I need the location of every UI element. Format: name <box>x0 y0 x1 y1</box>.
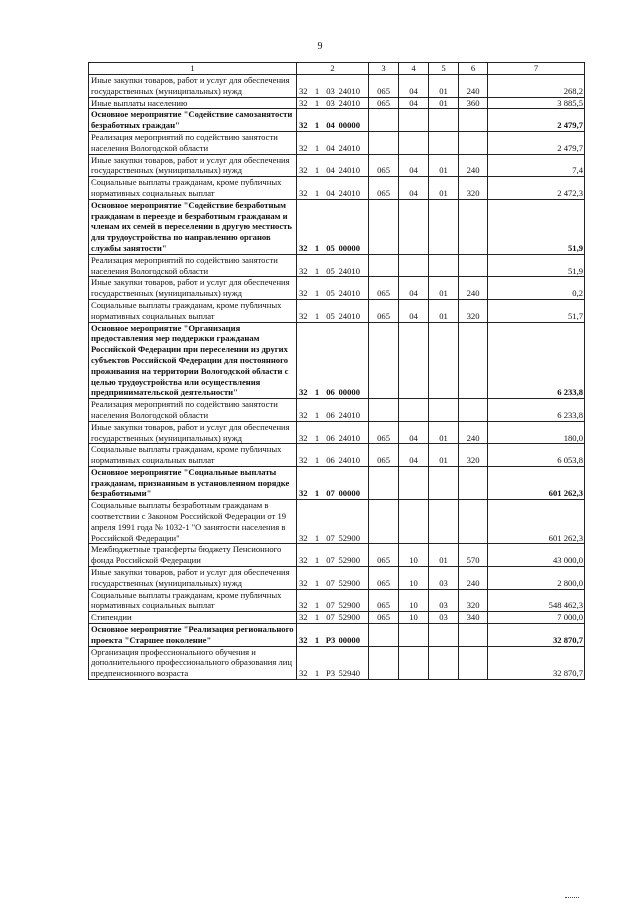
row-sum: 7 000,0 <box>488 612 585 624</box>
row-sum: 2 479,7 <box>488 109 585 132</box>
code-event: 03 <box>323 75 339 98</box>
row-name: Социальные выплаты безработным гражданам в соответствии с Законом Российской Федерации от 19 апреля 1991 года № 1032-1 "О занятости населения в Российской Федерации" <box>89 500 297 544</box>
code-section: 04 <box>399 177 429 200</box>
row-sum: 51,7 <box>488 299 585 322</box>
code-program: 32 <box>297 299 312 322</box>
row-sum: 0,2 <box>488 277 585 300</box>
header-col-2: 2 <box>297 63 369 75</box>
code-direction: 00000 <box>339 199 369 254</box>
code-administrator <box>369 466 399 499</box>
code-event: 06 <box>323 421 339 444</box>
code-program: 32 <box>297 277 312 300</box>
code-program: 32 <box>297 421 312 444</box>
code-subsection: 01 <box>429 177 459 200</box>
row-sum: 3 885,5 <box>488 97 585 109</box>
code-direction: 52900 <box>339 500 369 544</box>
code-direction: 24010 <box>339 399 369 422</box>
code-expense-type: 340 <box>459 612 488 624</box>
code-subprogram: 1 <box>312 624 323 647</box>
code-administrator <box>369 322 399 399</box>
code-section: 04 <box>399 444 429 467</box>
table-row <box>89 322 585 399</box>
budget-table <box>88 62 585 680</box>
code-subsection <box>429 399 459 422</box>
code-direction: 00000 <box>339 466 369 499</box>
code-program: 32 <box>297 567 312 590</box>
code-subprogram: 1 <box>312 299 323 322</box>
code-subsection <box>429 646 459 679</box>
table-row <box>89 444 585 467</box>
code-expense-type: 320 <box>459 444 488 467</box>
table-row <box>89 199 585 254</box>
code-subsection: 03 <box>429 567 459 590</box>
code-subsection: 01 <box>429 544 459 567</box>
row-name: Иные закупки товаров, работ и услуг для обеспечения государственных (муниципальных) нужд <box>89 567 297 590</box>
code-administrator <box>369 199 399 254</box>
code-expense-type: 360 <box>459 97 488 109</box>
row-name: Основное мероприятие "Социальные выплаты гражданам, признанным в установленном порядке безработными" <box>89 466 297 499</box>
row-name: Реализация мероприятий по содействию занятости населения Вологодской области <box>89 131 297 154</box>
code-expense-type <box>459 500 488 544</box>
code-subprogram: 1 <box>312 567 323 590</box>
code-section <box>399 399 429 422</box>
code-administrator: 065 <box>369 567 399 590</box>
code-direction: 24010 <box>339 421 369 444</box>
scan-artifact <box>565 897 579 901</box>
code-direction: 52900 <box>339 544 369 567</box>
code-program: 32 <box>297 154 312 177</box>
code-subprogram: 1 <box>312 322 323 399</box>
code-section <box>399 254 429 277</box>
code-section <box>399 322 429 399</box>
code-administrator: 065 <box>369 299 399 322</box>
code-program: 32 <box>297 109 312 132</box>
code-program: 32 <box>297 646 312 679</box>
code-section: 04 <box>399 299 429 322</box>
code-program: 32 <box>297 254 312 277</box>
code-subsection: 03 <box>429 589 459 612</box>
header-col-6: 6 <box>459 63 488 75</box>
table-row <box>89 544 585 567</box>
code-event: 07 <box>323 612 339 624</box>
code-direction: 00000 <box>339 322 369 399</box>
table-row <box>89 299 585 322</box>
code-subsection: 01 <box>429 444 459 467</box>
code-subprogram: 1 <box>312 544 323 567</box>
table-row <box>89 624 585 647</box>
row-sum: 180,0 <box>488 421 585 444</box>
code-direction: 52900 <box>339 589 369 612</box>
code-expense-type: 240 <box>459 154 488 177</box>
code-direction: 00000 <box>339 109 369 132</box>
code-administrator <box>369 500 399 544</box>
table-row <box>89 612 585 624</box>
code-program: 32 <box>297 322 312 399</box>
code-section: 04 <box>399 154 429 177</box>
code-subsection <box>429 199 459 254</box>
row-name: Социальные выплаты гражданам, кроме публичных нормативных социальных выплат <box>89 444 297 467</box>
code-program: 32 <box>297 97 312 109</box>
code-expense-type <box>459 131 488 154</box>
code-event: 05 <box>323 277 339 300</box>
code-event: 06 <box>323 399 339 422</box>
code-expense-type: 240 <box>459 421 488 444</box>
code-subprogram: 1 <box>312 612 323 624</box>
header-col-7: 7 <box>488 63 585 75</box>
row-name: Организация профессионального обучения и дополнительного профессионального образования лиц предпенсионного возраста <box>89 646 297 679</box>
code-section <box>399 624 429 647</box>
code-administrator: 065 <box>369 75 399 98</box>
code-direction: 52900 <box>339 612 369 624</box>
code-administrator: 065 <box>369 544 399 567</box>
code-expense-type: 570 <box>459 544 488 567</box>
code-program: 32 <box>297 177 312 200</box>
code-expense-type <box>459 199 488 254</box>
code-event: 07 <box>323 500 339 544</box>
code-section: 10 <box>399 544 429 567</box>
code-event: 07 <box>323 544 339 567</box>
table-row <box>89 75 585 98</box>
code-event: 06 <box>323 322 339 399</box>
code-section <box>399 109 429 132</box>
code-subsection <box>429 254 459 277</box>
code-event: 03 <box>323 97 339 109</box>
table-row <box>89 567 585 590</box>
page-number: 9 <box>317 41 323 52</box>
row-sum: 548 462,3 <box>488 589 585 612</box>
row-name: Основное мероприятие "Организация предоставления мер поддержки гражданам Российской Федерации при переселении из других субъектов Российской Федерации для постоянного проживания на территории Вологодской области с целью трудоустройства или осуществления предпринимательской деятельности" <box>89 322 297 399</box>
table-row <box>89 254 585 277</box>
code-event: P3 <box>323 646 339 679</box>
code-subprogram: 1 <box>312 589 323 612</box>
row-name: Иные закупки товаров, работ и услуг для обеспечения государственных (муниципальных) нужд <box>89 277 297 300</box>
code-administrator: 065 <box>369 612 399 624</box>
code-section <box>399 199 429 254</box>
table-row <box>89 97 585 109</box>
code-subprogram: 1 <box>312 500 323 544</box>
code-program: 32 <box>297 624 312 647</box>
code-administrator: 065 <box>369 154 399 177</box>
code-direction: 24010 <box>339 444 369 467</box>
code-section: 04 <box>399 421 429 444</box>
code-direction: 24010 <box>339 177 369 200</box>
code-subsection <box>429 500 459 544</box>
row-name: Основное мероприятие "Содействие самозанятости безработных граждан" <box>89 109 297 132</box>
code-expense-type: 320 <box>459 589 488 612</box>
code-subprogram: 1 <box>312 199 323 254</box>
row-sum: 51,9 <box>488 199 585 254</box>
code-subsection <box>429 322 459 399</box>
row-sum: 7,4 <box>488 154 585 177</box>
code-section: 10 <box>399 589 429 612</box>
code-administrator: 065 <box>369 589 399 612</box>
code-administrator: 065 <box>369 277 399 300</box>
row-sum: 2 479,7 <box>488 131 585 154</box>
code-event: 05 <box>323 254 339 277</box>
code-event: 04 <box>323 131 339 154</box>
code-program: 32 <box>297 544 312 567</box>
code-event: 05 <box>323 299 339 322</box>
code-subprogram: 1 <box>312 444 323 467</box>
code-subsection: 01 <box>429 299 459 322</box>
row-sum: 601 262,3 <box>488 500 585 544</box>
code-event: 07 <box>323 466 339 499</box>
code-administrator: 065 <box>369 444 399 467</box>
code-expense-type: 240 <box>459 75 488 98</box>
code-expense-type <box>459 322 488 399</box>
table-row <box>89 646 585 679</box>
header-row <box>89 63 585 75</box>
row-name: Стипендии <box>89 612 297 624</box>
table-row <box>89 277 585 300</box>
code-subprogram: 1 <box>312 154 323 177</box>
code-administrator: 065 <box>369 97 399 109</box>
header-col-3: 3 <box>369 63 399 75</box>
row-name: Основное мероприятие "Содействие безработным гражданам в переезде и безработным гражданам и членам их семей в переселении в другую местность для трудоустройства по направлению органов службы занятости" <box>89 199 297 254</box>
row-sum: 32 870,7 <box>488 646 585 679</box>
row-sum: 43 000,0 <box>488 544 585 567</box>
code-expense-type <box>459 399 488 422</box>
code-event: 04 <box>323 154 339 177</box>
code-direction: 24010 <box>339 131 369 154</box>
code-administrator <box>369 109 399 132</box>
code-subsection <box>429 466 459 499</box>
code-administrator: 065 <box>369 177 399 200</box>
code-subprogram: 1 <box>312 75 323 98</box>
code-expense-type: 240 <box>459 567 488 590</box>
code-event: 04 <box>323 109 339 132</box>
row-name: Межбюджетные трансферты бюджету Пенсионного фонда Российской Федерации <box>89 544 297 567</box>
table-row <box>89 500 585 544</box>
code-expense-type <box>459 466 488 499</box>
code-subprogram: 1 <box>312 109 323 132</box>
code-event: 04 <box>323 177 339 200</box>
code-subprogram: 1 <box>312 421 323 444</box>
code-direction: 24010 <box>339 75 369 98</box>
code-direction: 24010 <box>339 97 369 109</box>
code-subprogram: 1 <box>312 277 323 300</box>
code-program: 32 <box>297 466 312 499</box>
code-subsection: 01 <box>429 97 459 109</box>
code-subsection: 01 <box>429 421 459 444</box>
header-col-4: 4 <box>399 63 429 75</box>
code-program: 32 <box>297 75 312 98</box>
table-row <box>89 589 585 612</box>
code-subsection <box>429 624 459 647</box>
budget-body <box>89 75 585 680</box>
row-sum: 601 262,3 <box>488 466 585 499</box>
code-administrator: 065 <box>369 421 399 444</box>
code-section: 10 <box>399 612 429 624</box>
code-program: 32 <box>297 199 312 254</box>
code-subsection: 01 <box>429 75 459 98</box>
row-name: Социальные выплаты гражданам, кроме публичных нормативных социальных выплат <box>89 589 297 612</box>
row-sum: 6 053,8 <box>488 444 585 467</box>
row-sum: 2 472,3 <box>488 177 585 200</box>
row-sum: 51,9 <box>488 254 585 277</box>
code-administrator <box>369 646 399 679</box>
code-subprogram: 1 <box>312 131 323 154</box>
code-subprogram: 1 <box>312 646 323 679</box>
code-administrator <box>369 399 399 422</box>
code-section: 04 <box>399 277 429 300</box>
code-program: 32 <box>297 444 312 467</box>
row-name: Иные закупки товаров, работ и услуг для обеспечения государственных (муниципальных) нужд <box>89 75 297 98</box>
header-col-5: 5 <box>429 63 459 75</box>
header-col-1: 1 <box>89 63 297 75</box>
row-name: Социальные выплаты гражданам, кроме публичных нормативных социальных выплат <box>89 177 297 200</box>
table-row <box>89 177 585 200</box>
row-name: Социальные выплаты гражданам, кроме публичных нормативных социальных выплат <box>89 299 297 322</box>
table-row <box>89 399 585 422</box>
code-section: 10 <box>399 567 429 590</box>
table-row <box>89 154 585 177</box>
code-program: 32 <box>297 131 312 154</box>
code-direction: 24010 <box>339 277 369 300</box>
code-section <box>399 466 429 499</box>
code-expense-type: 320 <box>459 299 488 322</box>
code-event: 07 <box>323 589 339 612</box>
code-program: 32 <box>297 399 312 422</box>
code-subsection <box>429 109 459 132</box>
row-name: Иные закупки товаров, работ и услуг для обеспечения государственных (муниципальных) нужд <box>89 421 297 444</box>
code-expense-type: 320 <box>459 177 488 200</box>
code-section <box>399 131 429 154</box>
table-row <box>89 466 585 499</box>
code-program: 32 <box>297 500 312 544</box>
code-expense-type: 240 <box>459 277 488 300</box>
code-section <box>399 646 429 679</box>
table-row <box>89 421 585 444</box>
code-expense-type <box>459 646 488 679</box>
row-name: Иные закупки товаров, работ и услуг для обеспечения государственных (муниципальных) нужд <box>89 154 297 177</box>
code-subprogram: 1 <box>312 399 323 422</box>
row-name: Основное мероприятие "Реализация регионального проекта "Старшее поколение" <box>89 624 297 647</box>
code-section: 04 <box>399 75 429 98</box>
code-section <box>399 500 429 544</box>
code-subprogram: 1 <box>312 254 323 277</box>
table-row <box>89 109 585 132</box>
row-sum: 32 870,7 <box>488 624 585 647</box>
row-name: Реализация мероприятий по содействию занятости населения Вологодской области <box>89 399 297 422</box>
code-direction: 24010 <box>339 154 369 177</box>
code-subprogram: 1 <box>312 466 323 499</box>
row-name: Иные выплаты населению <box>89 97 297 109</box>
code-event: 07 <box>323 567 339 590</box>
code-program: 32 <box>297 589 312 612</box>
code-subsection <box>429 131 459 154</box>
code-direction: 52900 <box>339 567 369 590</box>
code-subprogram: 1 <box>312 177 323 200</box>
row-sum: 268,2 <box>488 75 585 98</box>
code-expense-type <box>459 254 488 277</box>
code-subsection: 01 <box>429 277 459 300</box>
row-sum: 6 233,8 <box>488 322 585 399</box>
code-expense-type <box>459 109 488 132</box>
code-expense-type <box>459 624 488 647</box>
code-subsection: 03 <box>429 612 459 624</box>
code-event: 06 <box>323 444 339 467</box>
code-program: 32 <box>297 612 312 624</box>
code-section: 04 <box>399 97 429 109</box>
row-sum: 6 233,8 <box>488 399 585 422</box>
code-direction: 24010 <box>339 254 369 277</box>
code-direction: 24010 <box>339 299 369 322</box>
code-event: P3 <box>323 624 339 647</box>
code-event: 05 <box>323 199 339 254</box>
code-direction: 00000 <box>339 624 369 647</box>
code-subsection: 01 <box>429 154 459 177</box>
code-administrator <box>369 624 399 647</box>
table-row <box>89 131 585 154</box>
code-subprogram: 1 <box>312 97 323 109</box>
code-direction: 52940 <box>339 646 369 679</box>
code-administrator <box>369 131 399 154</box>
row-sum: 2 800,0 <box>488 567 585 590</box>
code-administrator <box>369 254 399 277</box>
row-name: Реализация мероприятий по содействию занятости населения Вологодской области <box>89 254 297 277</box>
